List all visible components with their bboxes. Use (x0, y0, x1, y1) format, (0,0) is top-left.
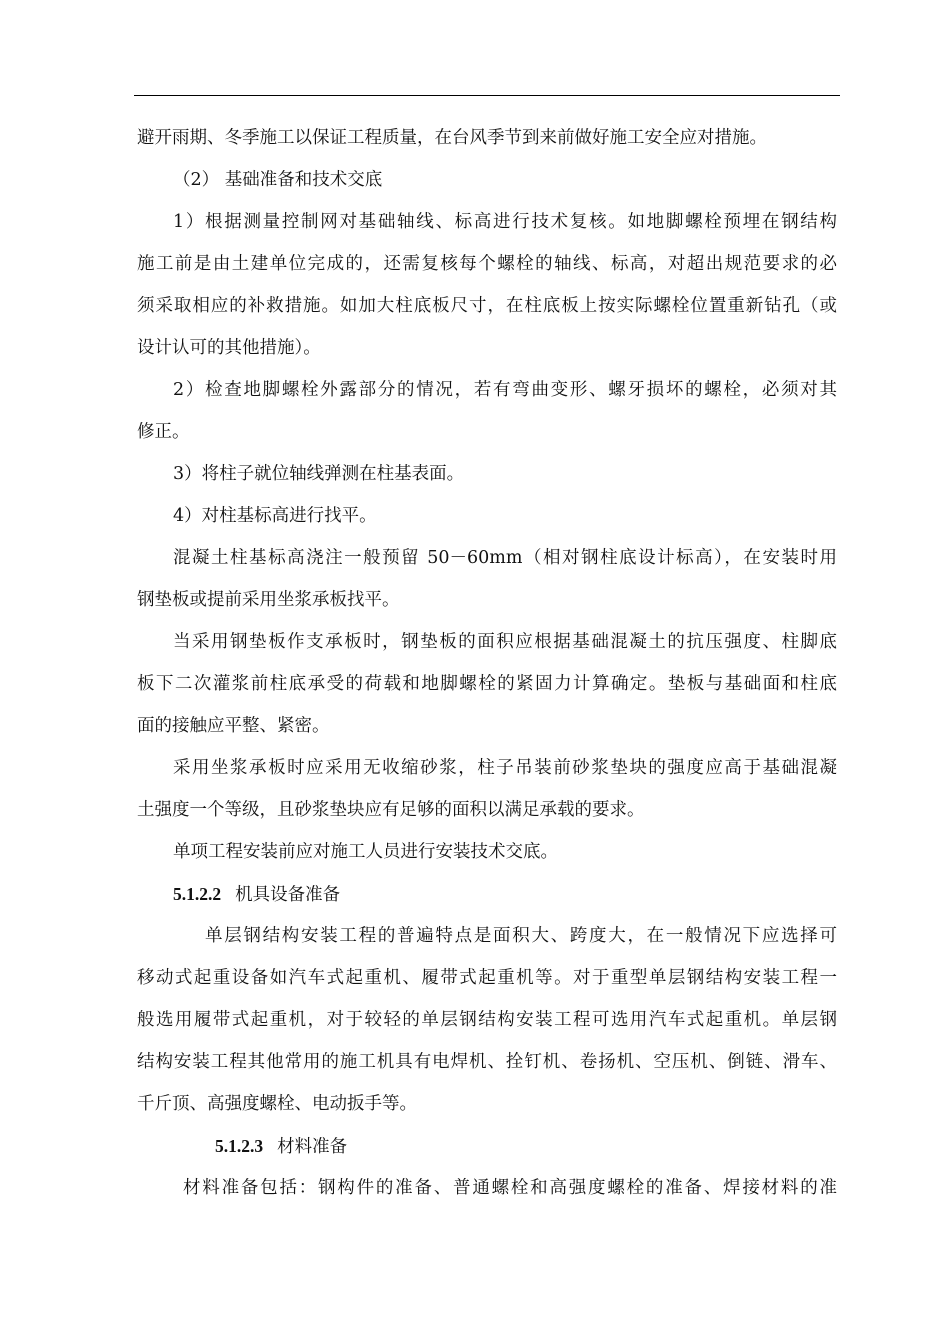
paragraph-line: 2）检查地脚螺栓外露部分的情况，若有弯曲变形、螺牙损坏的螺栓，必须对其 (173, 380, 837, 400)
paragraph-line: 结构安装工程其他常用的施工机具有电焊机、拴钉机、卷扬机、空压机、倒链、滑车、 (137, 1052, 837, 1072)
paragraph-line: 单层钢结构安装工程的普遍特点是面积大、跨度大，在一般情况下应选择可 (205, 926, 837, 946)
heading-title: 机具设备准备 (235, 885, 341, 905)
paragraph-line: 板下二次灌浆前柱底承受的荷载和地脚螺栓的紧固力计算确定。垫板与基础面和柱底 (137, 674, 837, 694)
paragraph-line: 钢垫板或提前采用坐浆承板找平。 (137, 590, 400, 610)
paragraph-line: 面的接触应平整、紧密。 (137, 716, 330, 736)
paragraph-line: 采用坐浆承板时应采用无收缩砂浆，柱子吊装前砂浆垫块的强度应高于基础混凝 (173, 758, 837, 778)
paragraph-line: 土强度一个等级，且砂浆垫块应有足够的面积以满足承载的要求。 (137, 800, 645, 820)
heading-number: 5.1.2.2 (173, 884, 222, 904)
subsection-heading-5-1-2-3 (137, 1130, 837, 1172)
paragraph-line: 设计认可的其他措施）。 (137, 338, 321, 358)
paragraph-line: 移动式起重设备如汽车式起重机、履带式起重机等。对于重型单层钢结构安装工程一 (137, 968, 837, 988)
paragraph-line: 单项工程安装前应对施工人员进行安装技术交底。 (173, 842, 558, 862)
heading-title: 材料准备 (277, 1137, 348, 1157)
header-rule (134, 95, 840, 96)
paragraph-line: 避开雨期、冬季施工以保证工程质量，在台风季节到来前做好施工安全应对措施。 (137, 128, 767, 148)
document-body (137, 122, 837, 1214)
paragraph-line: 须采取相应的补救措施。如加大柱底板尺寸，在柱底板上按实际螺栓位置重新钻孔（或 (137, 296, 837, 316)
paragraph-line: 材料准备包括：钢构件的准备、普通螺栓和高强度螺栓的准备、焊接材料的准 (183, 1178, 837, 1198)
section-heading: （2） 基础准备和技术交底 (173, 170, 383, 190)
paragraph-line: 般选用履带式起重机，对于较轻的单层钢结构安装工程可选用汽车式起重机。单层钢 (137, 1010, 837, 1030)
heading-number: 5.1.2.3 (215, 1136, 264, 1156)
paragraph-line: 混凝土柱基标高浇注一般预留 50－60mm（相对钢柱底设计标高），在安装时用 (173, 548, 837, 568)
paragraph-line: 4）对柱基标高进行找平。 (173, 506, 377, 526)
paragraph-line: 施工前是由土建单位完成的，还需复核每个螺栓的轴线、标高，对超出规范要求的必 (137, 254, 837, 274)
paragraph-line: 修正。 (137, 422, 190, 442)
paragraph-line: 千斤顶、高强度螺栓、电动扳手等。 (137, 1094, 417, 1114)
paragraph-line: 当采用钢垫板作支承板时，钢垫板的面积应根据基础混凝土的抗压强度、柱脚底 (173, 632, 837, 652)
paragraph-line: 3）将柱子就位轴线弹测在柱基表面。 (173, 464, 465, 484)
subsection-heading-5-1-2-2 (137, 878, 837, 920)
paragraph-line: 1）根据测量控制网对基础轴线、标高进行技术复核。如地脚螺栓预埋在钢结构 (173, 212, 837, 232)
